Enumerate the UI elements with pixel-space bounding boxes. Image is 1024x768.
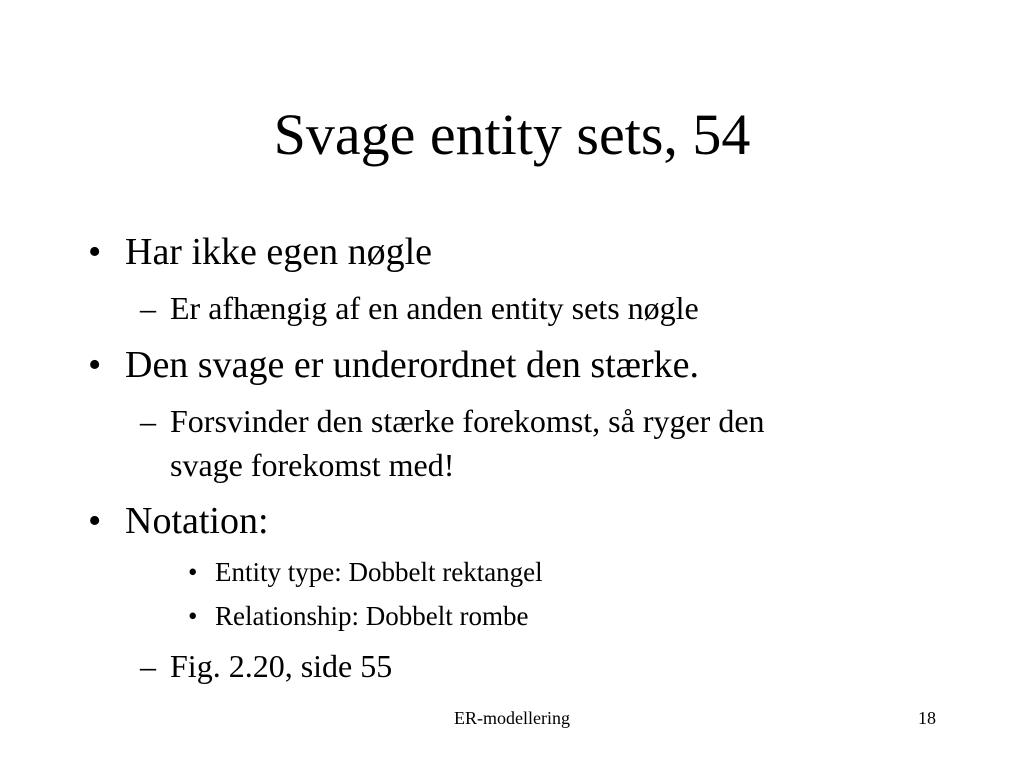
sub-bullet-item-forsvinder-line1: Forsvinder den stærke forekomst, så ryger den bbox=[170, 403, 765, 439]
bullet-marker: • bbox=[88, 231, 102, 273]
bullet-item-notation: Notation: bbox=[125, 500, 269, 542]
sub-bullet-item-forsvinder-line2: svage forekomst med! bbox=[170, 447, 455, 483]
footer-title: ER-modellering bbox=[454, 708, 570, 728]
page-number: 18 bbox=[918, 708, 936, 728]
sub-bullet-item-afhaengig: Er afhængig af en anden entity sets nøgle bbox=[170, 290, 699, 326]
subsub-bullet-item-entity-type: Entity type: Dobbelt rektangel bbox=[215, 557, 543, 587]
sub-bullet-marker: – bbox=[140, 290, 156, 326]
bullet-item-har-ikke-egen-nogle: Har ikke egen nøgle bbox=[125, 231, 433, 273]
subsub-bullet-marker: • bbox=[188, 557, 198, 587]
bullet-item-den-svage: Den svage er underordnet den stærke. bbox=[125, 344, 700, 386]
bullet-marker: • bbox=[88, 344, 102, 386]
subsub-bullet-item-relationship: Relationship: Dobbelt rombe bbox=[215, 601, 529, 631]
sub-bullet-item-fig: Fig. 2.20, side 55 bbox=[170, 648, 393, 684]
sub-bullet-marker: – bbox=[140, 648, 156, 684]
subsub-bullet-marker: • bbox=[188, 601, 198, 631]
slide-title: Svage entity sets, 54 bbox=[273, 102, 751, 167]
sub-bullet-marker: – bbox=[140, 403, 156, 439]
bullet-marker: • bbox=[88, 500, 102, 542]
